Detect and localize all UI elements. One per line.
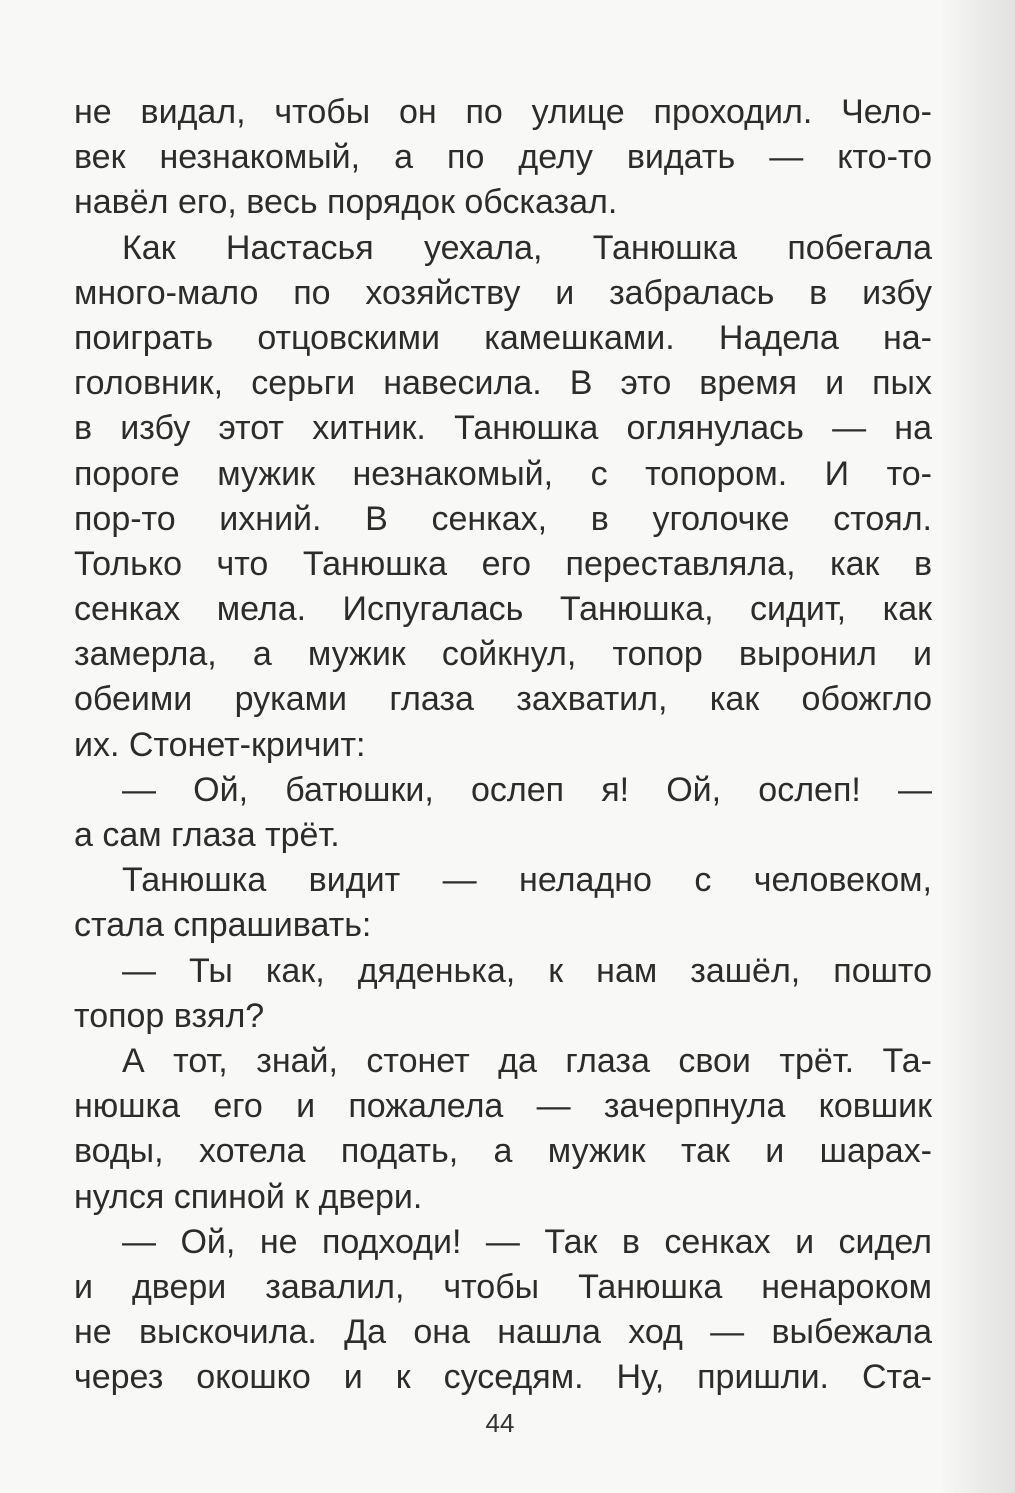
text-line: Как Настасья уехала, Танюшка побегала (122, 228, 932, 267)
text-line: навёл его, весь порядок обсказал. (74, 183, 618, 222)
page-number: 44 (485, 1408, 515, 1438)
text-line: через окошко и к суседям. Ну, пришли. Ста- (74, 1358, 932, 1397)
text-line: в избу этот хитник. Танюшка оглянулась — на (74, 409, 932, 448)
text-line: топор взял? (74, 996, 265, 1035)
text-line: сенках мела. Испугалась Танюшка, сидит, как (74, 590, 932, 629)
body-text (74, 90, 932, 1400)
text-line: стала спрашивать: (74, 906, 372, 945)
text-line: нулся спиной к двери. (74, 1177, 423, 1216)
text-line: не выскочила. Да она нашла ход — выбежала (74, 1313, 932, 1352)
text-line: их. Стонет-кричит: (74, 725, 366, 764)
text-line: головник, серьги навесила. В это время и пых (74, 364, 932, 403)
text-line: поиграть отцовскими камешками. Надела на- (74, 318, 932, 357)
text-line: нюшка его и пожалела — зачерпнула ковшик (74, 1087, 932, 1126)
text-line: замерла, а мужик сойкнул, топор выронил и (74, 635, 932, 674)
text-line: — Ой, батюшки, ослеп я! Ой, ослеп! — (122, 770, 932, 809)
text-line: А тот, знай, стонет да глаза свои трёт. Та- (122, 1041, 932, 1080)
text-line: Танюшка видит — неладно с человеком, (122, 861, 932, 900)
text-line: век незнакомый, а по делу видать — кто-то (74, 138, 932, 177)
text-line: много-мало по хозяйству и забралась в избу (74, 273, 932, 312)
text-line: не видал, чтобы он по улице проходил. Чело- (74, 93, 932, 131)
text-line: Только что Танюшка его переставляла, как в (74, 544, 932, 583)
text-line: а сам глаза трёт. (74, 816, 340, 854)
text-line: и двери завалил, чтобы Танюшка ненароком (74, 1267, 932, 1306)
text-line: обеими руками глаза захватил, как обожгло (74, 680, 932, 719)
text-line: — Ой, не подходи! — Так в сенках и сидел (122, 1222, 932, 1261)
text-line: пороге мужик незнакомый, с топором. И то- (74, 454, 932, 493)
text-line: — Ты как, дяденька, к нам зашёл, пошто (122, 951, 932, 990)
text-line: воды, хотела подать, а мужик так и шарах- (74, 1132, 932, 1171)
text-line: пор-то ихний. В сенках, в уголочке стоял. (74, 499, 932, 538)
